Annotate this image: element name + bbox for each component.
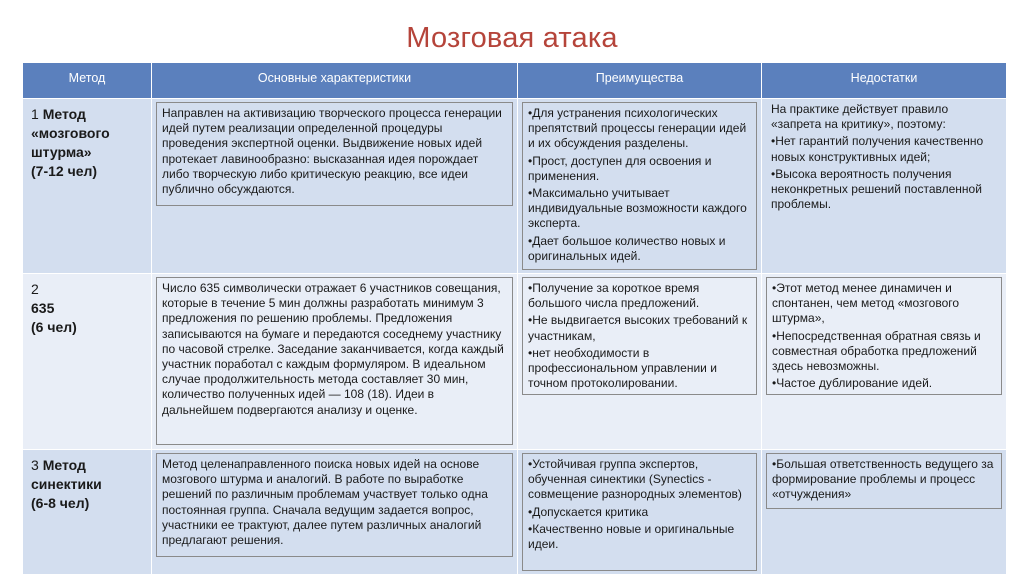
method-cell <box>23 274 152 450</box>
advantage-item: •Получение за короткое время большого числа предложений. <box>528 281 700 311</box>
characteristics-text: Направлен на активизацию творческого процесса генерации идей путем реализации определенной процедуры проведения экспертной оценки. Выдвижение новых идей протекает лавинообразно: высказанная идея порождает либо творческую либо критическую реакцию, все идеи публично обсуждаются. <box>162 106 502 197</box>
disadvantage-item: •Частое дублирование идей. <box>772 376 933 391</box>
method-name-line: «мозгового <box>31 125 110 141</box>
disadvantage-item: •Высока вероятность получения неконкретных решений поставленной проблемы. <box>771 166 982 212</box>
characteristics-text: Метод целенаправленного поиска новых идей на основе мозгового штурма и аналогий. В работе по выработке решений по различным проблемам участвует только одна постоянная группа. Сначала ведущим задается вопрос, участники ее трактуют, далее путем различных аналогий предлагают решения. <box>162 457 488 548</box>
method-number: 3 <box>31 457 43 473</box>
disadvantage-item: На практике действует правило «запрета на критику», поэтому: <box>771 102 949 132</box>
table-row <box>23 450 1007 574</box>
slide-title: Мозговая атака <box>406 22 618 54</box>
method-name-line: Метод <box>42 106 86 122</box>
method-number: 1 <box>31 106 43 122</box>
method-number: 2 <box>31 281 39 297</box>
method-name-line: 635 <box>31 300 55 316</box>
table-row <box>23 99 1007 274</box>
advantage-item: •Дает большое количество новых и оригинальных идей. <box>528 233 726 263</box>
method-group-size: (6 чел) <box>31 319 77 335</box>
method-name-line: штурма» <box>31 144 92 160</box>
method-cell <box>23 99 152 274</box>
disadvantage-item: •Непосредственная обратная связь и совместная обработка предложений здесь невозможны. <box>772 328 981 374</box>
method-name-line: Метод <box>42 457 86 473</box>
header-advantages: Преимущества <box>518 63 762 99</box>
header-disadvantages: Недостатки <box>762 63 1007 99</box>
advantage-item: •нет необходимости в профессиональном управлении и точном протоколировании. <box>528 345 717 391</box>
characteristics-cell <box>152 450 518 574</box>
advantage-item: •Качественно новые и оригинальные идеи. <box>528 521 735 552</box>
method-group-size: (6-8 чел) <box>31 495 90 511</box>
methods-table <box>22 62 1007 574</box>
advantage-item: •Максимально учитывает индивидуальные возможности каждого эксперта. <box>528 186 747 231</box>
disadvantages-cell <box>762 99 1007 274</box>
advantages-cell <box>518 274 762 450</box>
disadvantages-cell <box>762 450 1007 574</box>
advantages-cell <box>518 450 762 574</box>
disadvantage-item: •Нет гарантий получения качественно новых конструктивных идей; <box>771 134 984 164</box>
advantage-item: •Устойчивая группа экспертов, обученная синектики (Synectics - совмещение разнородных элементов) <box>528 457 742 502</box>
header-characteristics: Основные характеристики <box>152 63 518 99</box>
table-row <box>23 274 1007 450</box>
advantage-item: •Не выдвигается высоких требований к участникам, <box>528 313 748 343</box>
table-header-row <box>23 63 1007 99</box>
advantage-item: •Для устранения психологических препятствий процессы генерации идей и их обсуждения разделены. <box>528 106 747 151</box>
disadvantages-cell <box>762 274 1007 450</box>
method-group-size: (7-12 чел) <box>31 163 98 179</box>
disadvantage-item: •Большая ответственность ведущего за формирование проблемы и процесс «отчуждения» <box>772 457 994 502</box>
advantage-item: •Допускается критика <box>528 504 649 519</box>
characteristics-text: Число 635 символически отражает 6 участников совещания, которые в течение 5 мин должны разработать минимум 3 предложения по решению проблемы. Предложения записываются на бумаге и передаются соседнему участнику по часовой стрелке. Заседание заканчивается, когда каждый участник поработал с каждым формуляром. В идеальном случае продолжительность метода составляет 30 мин, количество полученных идей — 108 (18). Идеи в дальнейшем подвергаются анализу и оценке. <box>162 281 504 417</box>
advantages-cell <box>518 99 762 274</box>
advantage-item: •Прост, доступен для освоения и применения. <box>528 153 712 183</box>
characteristics-cell <box>152 274 518 450</box>
header-method: Метод <box>23 63 152 99</box>
characteristics-cell <box>152 99 518 274</box>
disadvantage-item: •Этот метод менее динамичен и спонтанен, чем метод «мозгового штурма», <box>772 281 960 326</box>
method-cell <box>23 450 152 574</box>
method-name-line: синектики <box>31 476 102 492</box>
